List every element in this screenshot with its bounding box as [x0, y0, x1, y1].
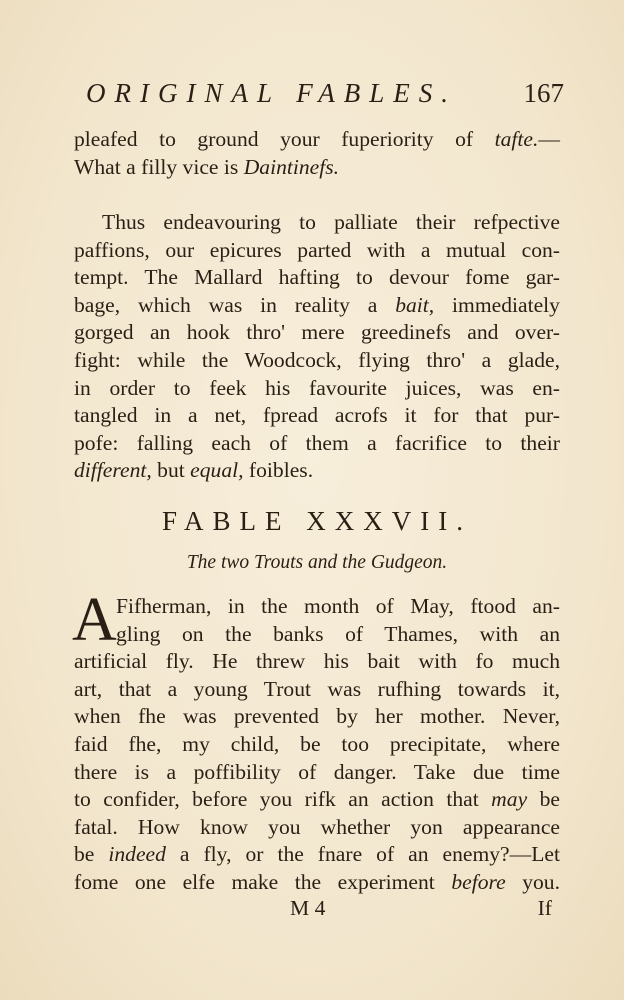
running-title: ORIGINAL FABLES.: [86, 78, 458, 108]
text-line: pofe: falling each of them a facrifice to their: [74, 430, 560, 455]
text-line: fome one elfe make the experiment before you.: [74, 869, 560, 894]
text-line: tangled in a net, fpread acrofs it for that pur-: [74, 403, 560, 428]
text-line: pleafed to ground your fuperiority of tafte.—: [74, 127, 560, 151]
continuation-paragraph: [74, 126, 560, 181]
drop-cap: A: [72, 586, 117, 654]
text-line: different, but equal, foibles.: [74, 458, 314, 483]
signature-mark: M 4: [290, 896, 326, 920]
text-line: gorged an hook thro' mere greedinefs and over-: [74, 320, 560, 345]
text-line: be indeed a fly, or the fnare of an enemy?—Let: [74, 842, 560, 867]
page-number: 167: [523, 78, 564, 108]
text-line: to confider, before you rifk an action that may be: [74, 787, 560, 812]
paragraph-epicures: [74, 209, 560, 485]
text-line: Fifherman, in the month of May, ftood an-: [116, 594, 560, 618]
text-line: faid fhe, my child, be too precipitate, where: [74, 731, 560, 756]
text-line: Thus endeavouring to palliate their refpective: [102, 210, 560, 234]
text-line: in order to feek his favourite juices, was en-: [74, 375, 560, 400]
text-line: bage, which was in reality a bait, immediately: [74, 292, 560, 317]
text-line: art, that a young Trout was rufhing towards it,: [74, 676, 560, 701]
text-line: artificial fly. He threw his bait with fo much: [74, 649, 560, 674]
text-line: fatal. How know you whether yon appearance: [74, 814, 560, 839]
text-line: fight: while the Woodcock, flying thro' a glade,: [74, 347, 560, 372]
text-line: paffions, our epicures parted with a mutual con-: [74, 237, 560, 262]
text-line: there is a poffibility of danger. Take due time: [74, 759, 560, 784]
text-line: tempt. The Mallard hafting to devour fome gar-: [74, 265, 560, 290]
catchword: If: [537, 896, 552, 920]
page-footer: [74, 896, 560, 926]
fable-heading: FABLE XXXVII.: [162, 506, 472, 536]
paragraph-trouts: [72, 586, 560, 897]
text-line: when fhe was prevented by her mother. Never,: [74, 704, 560, 729]
text-line: gling on the banks of Thames, with an: [116, 621, 560, 646]
fable-subtitle: The two Trouts and the Gudgeon.: [186, 552, 448, 573]
page-header: [86, 78, 564, 118]
text-line: What a filly vice is Daintinefs.: [74, 154, 340, 179]
